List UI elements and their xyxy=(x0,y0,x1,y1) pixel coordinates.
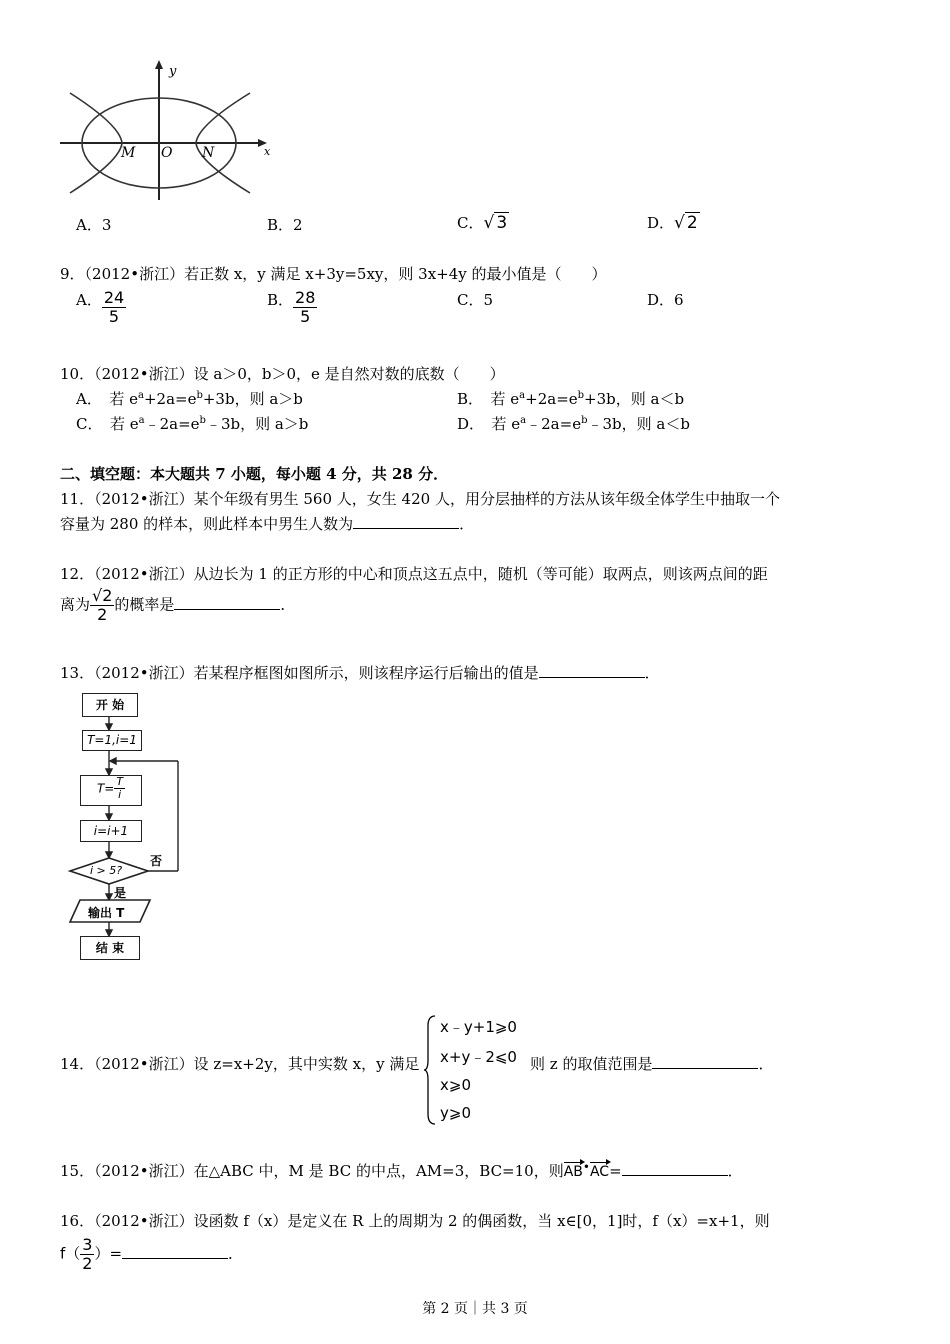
q10-a-text: +3b，则 a＞b xyxy=(202,390,303,408)
q10-b-text: +3b，则 a＜b xyxy=(584,390,685,408)
assign-fraction xyxy=(114,776,125,801)
q14-cond-3: x⩾0 xyxy=(440,1076,471,1094)
q11-line2 xyxy=(60,513,474,534)
q10-a-text: A． 若 e xyxy=(76,390,138,408)
q11-end: ． xyxy=(459,515,475,533)
q10-b-text: B． 若 e xyxy=(457,390,520,408)
q15-stem xyxy=(60,1160,743,1181)
q9-option-b xyxy=(267,289,317,326)
q16-fraction xyxy=(80,1236,94,1273)
q16-line2 xyxy=(60,1236,243,1273)
q14-stem-pre: 14．（2012•浙江）设 z=x+2y，其中实数 x，y 满足 xyxy=(60,1055,420,1073)
exp-b: b xyxy=(577,390,585,401)
q10-a-text: +2a=e xyxy=(143,390,197,408)
q16-fx: ）= xyxy=(94,1244,123,1263)
q9-option-a-fraction xyxy=(102,289,126,326)
q14-stem-post xyxy=(530,1053,773,1074)
fraction-denominator: 2 xyxy=(97,605,108,624)
graph-label-M: M xyxy=(121,145,136,161)
q14-cond-1: x﹣y+1⩾0 xyxy=(440,1018,517,1036)
exp-a: a xyxy=(138,415,145,426)
assign-text: T= xyxy=(96,781,115,796)
flow-increment: i=i+1 xyxy=(80,820,142,842)
q8-option-d xyxy=(647,212,700,233)
flowchart xyxy=(60,688,185,968)
q12-fraction xyxy=(90,587,114,624)
q8-option-b: B．2 xyxy=(267,216,303,234)
q14-text: 则 z 的取值范围是 xyxy=(530,1055,653,1073)
fraction-numerator: 24 xyxy=(103,288,125,307)
q10-d-text: ﹣2a=e xyxy=(526,415,582,433)
q10-d-text: D． 若 e xyxy=(457,415,521,433)
answer-blank[interactable] xyxy=(539,663,645,678)
q8-option-a: A．3 xyxy=(76,216,112,234)
q15-end: ． xyxy=(727,1162,743,1180)
system-brace xyxy=(424,1014,436,1126)
q12-text: 的概率是 xyxy=(114,595,175,614)
q11-text: 容量为 280 的样本，则此样本中男生人数为 xyxy=(60,515,354,533)
fraction-denominator: 5 xyxy=(108,307,120,326)
q12-text: 离为 xyxy=(60,595,91,614)
flow-yes-label: 是 xyxy=(114,886,127,900)
flow-start: 开 始 xyxy=(82,693,138,717)
sqrt-symbol: √ 2 xyxy=(674,213,698,233)
section-heading: 二、填空题：本大题共 7 小题，每小题 4 分，共 28 分． xyxy=(60,465,449,483)
fraction-denominator: i xyxy=(118,788,122,801)
q13-end: ． xyxy=(644,664,660,682)
flow-init: T=1,i=1 xyxy=(82,730,142,751)
q9-option-b-fraction xyxy=(293,289,317,326)
q10-stem: 10．（2012•浙江）设 a＞0，b＞0，e 是自然对数的底数（ ） xyxy=(60,365,505,383)
flow-assign xyxy=(80,775,142,806)
answer-blank[interactable] xyxy=(122,1244,228,1259)
answer-blank[interactable] xyxy=(174,595,280,610)
q8-option-d-label: D． xyxy=(647,214,675,232)
q9-option-c: C．5 xyxy=(457,291,494,309)
q9-option-b-label: B． xyxy=(267,291,294,309)
graph-label-O: O xyxy=(161,145,173,161)
exp-b: b xyxy=(199,415,206,426)
q13-stem xyxy=(60,662,660,683)
q15-equals: = xyxy=(609,1162,622,1180)
q10-option-d xyxy=(457,413,690,434)
q12-end: ． xyxy=(280,595,296,614)
q13-text: 13．（2012•浙江）若某程序框图如图所示，则该程序运行后输出的值是 xyxy=(60,664,539,682)
flow-condition: i > 5? xyxy=(90,864,123,877)
graph-label-y: y xyxy=(169,64,177,79)
q10-option-a xyxy=(76,388,303,409)
vector-ab: AB xyxy=(563,1164,583,1180)
fraction-numerator: 3 xyxy=(82,1235,93,1254)
q10-option-c xyxy=(76,413,308,434)
q16-end: ． xyxy=(228,1244,244,1263)
fraction-numerator: T xyxy=(116,775,124,788)
q8-option-c-label: C． xyxy=(457,214,484,232)
answer-blank[interactable] xyxy=(652,1054,758,1069)
q10-d-text: ﹣3b，则 a＜b xyxy=(587,415,690,433)
vector-ac: AC xyxy=(589,1164,610,1180)
flow-end: 结 束 xyxy=(80,936,140,960)
answer-blank[interactable] xyxy=(622,1161,728,1176)
q16-fx: f（ xyxy=(60,1244,81,1263)
flow-no-label: 否 xyxy=(150,854,163,868)
fraction-denominator: 5 xyxy=(300,307,311,326)
q9-stem: 9．（2012•浙江）若正数 x，y 满足 x+3y=5xy，则 3x+4y 的最小值是（ ） xyxy=(60,265,607,283)
fraction-numerator: 28 xyxy=(295,288,316,307)
q9-option-a-label: A． xyxy=(76,291,102,309)
page-footer: 第 2 页｜共 3 页 xyxy=(422,1301,528,1317)
exp-b: b xyxy=(581,415,588,426)
sqrt-symbol: √ 3 xyxy=(483,213,508,233)
exp-a: a xyxy=(137,390,144,401)
q14-end: ． xyxy=(758,1055,774,1073)
q14-cond-4: y⩾0 xyxy=(440,1104,471,1122)
q9-option-d: D．6 xyxy=(647,291,684,309)
q8-option-c-radicand: 3 xyxy=(496,213,508,233)
q14-cond-2: x+y﹣2⩽0 xyxy=(440,1048,517,1066)
q9-option-a xyxy=(76,289,126,326)
graph-label-x: x xyxy=(264,145,271,158)
q10-c-text: C． 若 e xyxy=(76,415,139,433)
q10-c-text: ﹣2a=e xyxy=(144,415,200,433)
exp-a: a xyxy=(520,415,527,426)
exp-a: a xyxy=(519,390,526,401)
ellipse-hyperbola-graph xyxy=(55,55,285,205)
flow-output: 输出 T xyxy=(88,906,125,920)
exp-b: b xyxy=(196,390,203,401)
answer-blank[interactable] xyxy=(353,514,459,529)
q10-option-b xyxy=(457,388,684,409)
q8-option-d-radicand: 2 xyxy=(686,213,698,233)
graph-label-N: N xyxy=(202,145,215,161)
q12-line2 xyxy=(60,587,295,624)
q12-line1: 12．（2012•浙江）从边长为 1 的正方形的中心和顶点这五点中，随机（等可能）取两点，则该两点间的距 xyxy=(60,565,768,583)
q16-line1: 16．（2012•浙江）设函数 f（x）是定义在 R 上的周期为 2 的偶函数，当 x∈[0，1]时，f（x）=x+1，则 xyxy=(60,1212,770,1230)
q10-c-text: ﹣3b，则 a＞b xyxy=(205,415,309,433)
q15-text: 15．（2012•浙江）在△ABC 中，M 是 BC 的中点，AM=3，BC=10，则 xyxy=(60,1162,564,1180)
fraction-numerator: √2 xyxy=(92,586,113,605)
fraction-denominator: 2 xyxy=(82,1254,93,1273)
q10-b-text: +2a=e xyxy=(525,390,578,408)
q8-option-c xyxy=(457,212,509,233)
q11-line1: 11．（2012•浙江）某个年级有男生 560 人，女生 420 人，用分层抽样的方法从该年级全体学生中抽取一个 xyxy=(60,490,780,508)
dot-product: • xyxy=(582,1160,590,1174)
